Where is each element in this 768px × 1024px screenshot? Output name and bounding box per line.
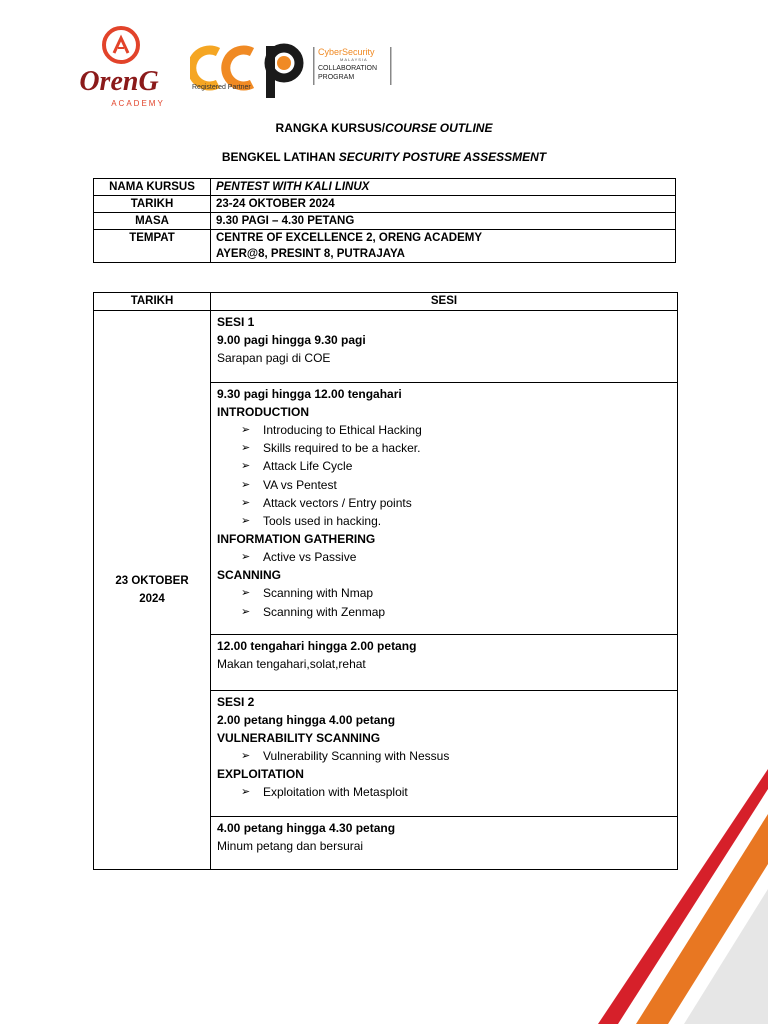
course-name-label: NAMA KURSUS	[94, 179, 211, 196]
tea-time: 4.00 petang hingga 4.30 petang	[217, 821, 396, 835]
scanning-list	[217, 584, 671, 620]
course-place-row	[94, 230, 676, 263]
schedule-date-cell: 23 OKTOBER 2024	[94, 311, 211, 870]
exploitation-heading: EXPLOITATION	[217, 767, 304, 782]
schedule-date-header: TARIKH	[94, 293, 211, 311]
course-date-label: TARIKH	[94, 196, 211, 213]
malaysia-text: MALAYSIA	[340, 57, 368, 62]
schedule-session-header: SESI	[211, 293, 678, 311]
session-3-title: SESI 2	[217, 695, 255, 709]
oreng-wordmark: OrenG	[79, 66, 159, 97]
scanning-heading: SCANNING	[217, 568, 282, 583]
tea-desc: Minum petang dan bersurai	[217, 839, 364, 853]
introduction-list	[217, 421, 671, 530]
list-item: ➢ Attack vectors / Entry points	[241, 494, 671, 512]
corner-decoration	[598, 769, 768, 1024]
list-item: ➢ Scanning with Zenmap	[241, 603, 671, 621]
cybersecurity-text: CyberSecurity	[318, 47, 375, 57]
vulnerability-list	[217, 747, 671, 765]
course-time-row	[94, 213, 676, 230]
schedule-header-row	[94, 293, 678, 311]
session-1-title: SESI 1	[217, 315, 255, 329]
list-item: ➢ Attack Life Cycle	[241, 457, 671, 475]
schedule-table	[93, 292, 678, 870]
course-time-label: MASA	[94, 213, 211, 230]
course-name-row	[94, 179, 676, 196]
course-date-row	[94, 196, 676, 213]
session-1-desc: Sarapan pagi di COE	[217, 351, 331, 365]
course-date-value: 23-24 OKTOBER 2024	[211, 196, 676, 213]
information-gathering-heading: INFORMATION GATHERING	[217, 532, 376, 547]
introduction-heading: INTRODUCTION	[217, 405, 309, 419]
session-1-cell	[211, 311, 678, 383]
schedule-row-s1	[94, 311, 678, 383]
list-item: ➢ Scanning with Nmap	[241, 584, 671, 602]
course-place-label: TEMPAT	[94, 230, 211, 263]
session-1-time: 9.00 pagi hingga 9.30 pagi	[217, 333, 366, 347]
list-item: ➢ Vulnerability Scanning with Nessus	[241, 747, 671, 765]
course-info-table	[93, 178, 676, 263]
course-time-value: 9.30 PAGI – 4.30 PETANG	[211, 213, 676, 230]
course-name-value: PENTEST WITH KALI LINUX	[216, 181, 370, 193]
ccp-partner-text: Registered Partner	[192, 84, 251, 91]
vulnerability-heading: VULNERABILITY SCANNING	[217, 731, 381, 745]
lunch-cell	[211, 635, 678, 691]
lunch-desc: Makan tengahari,solat,rehat	[217, 657, 366, 671]
list-item: ➢ VA vs Pentest	[241, 476, 671, 494]
session-3-time: 2.00 petang hingga 4.00 petang	[217, 713, 396, 727]
session-2-time: 9.30 pagi hingga 12.00 tengahari	[217, 387, 402, 401]
list-item: ➢ Introducing to Ethical Hacking	[241, 421, 671, 439]
workshop-title: BENGKEL LATIHAN SECURITY POSTURE ASSESSMENT	[221, 150, 547, 164]
course-place-value: CENTRE OF EXCELLENCE 2, ORENG ACADEMY AYER@8, PRESINT 8, PUTRAJAYA	[211, 230, 676, 263]
list-item: ➢ Exploitation with Metasploit	[241, 783, 671, 801]
oreng-subtitle: ACADEMY	[111, 99, 165, 108]
information-gathering-list	[217, 548, 671, 566]
program-text: PROGRAM	[318, 74, 355, 81]
oreng-academy-logo	[66, 26, 176, 118]
list-item: ➢ Skills required to be a hacker.	[241, 439, 671, 457]
list-item: ➢ Active vs Passive	[241, 548, 671, 566]
list-item: ➢ Tools used in hacking.	[241, 512, 671, 530]
session-2-cell	[211, 383, 678, 635]
ccp-logo	[190, 42, 410, 102]
course-outline-title: RANGKA KURSUS/COURSE OUTLINE	[275, 121, 493, 135]
collaboration-text: COLLABORATION	[318, 65, 377, 72]
lunch-time: 12.00 tengahari hingga 2.00 petang	[217, 639, 417, 653]
